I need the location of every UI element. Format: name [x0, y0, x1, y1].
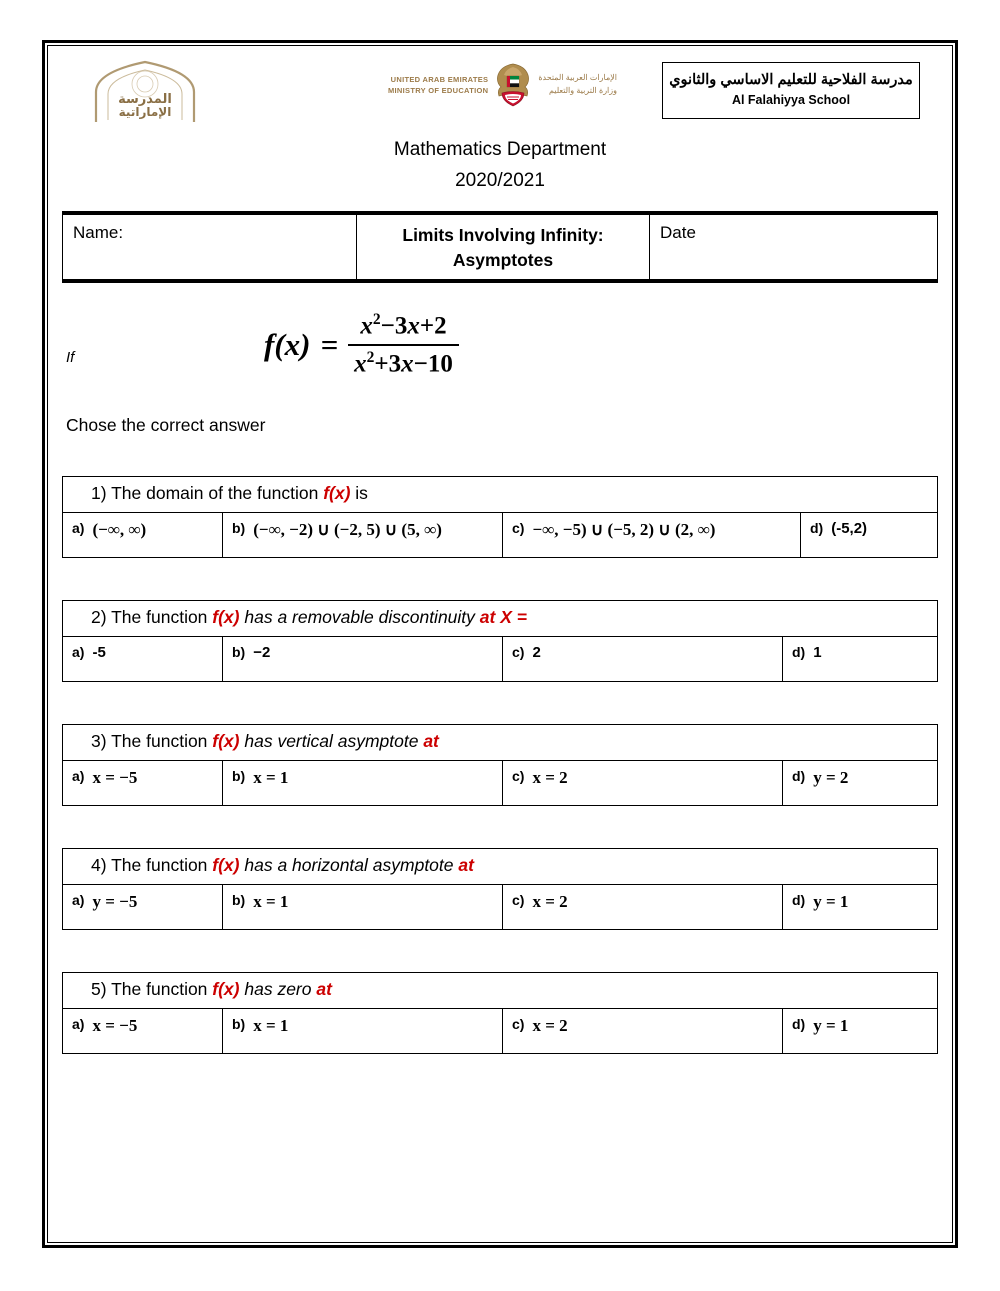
question-5-option-d[interactable]: [783, 1009, 937, 1053]
question-block-2: [62, 600, 938, 682]
option-value: x = 1: [253, 768, 289, 788]
question-3-text-pre: The function: [111, 731, 213, 752]
question-5-number: 5): [91, 978, 107, 999]
question-2-options: [63, 637, 937, 681]
option-label: c): [512, 891, 525, 908]
option-value: y = 1: [813, 891, 849, 911]
option-label: d): [792, 891, 806, 908]
ministry-ar-line2: وزارة التربية والتعليم: [548, 86, 618, 95]
question-3-option-a[interactable]: [63, 761, 223, 805]
fraction-denominator: $x^2+3x-10$: [348, 344, 459, 378]
question-4-option-c[interactable]: [503, 885, 783, 929]
option-value: x = −5: [92, 768, 138, 788]
ministry-of-education-block: [388, 60, 617, 110]
rational-fraction: [348, 311, 459, 378]
worksheet-page-inner-border: [47, 45, 953, 1243]
ministry-arabic-text: [538, 72, 617, 98]
question-2-text-mid: has a removable discontinuity: [239, 607, 480, 628]
option-value: -5: [92, 644, 106, 662]
question-4-text-pre: The function: [111, 855, 213, 876]
option-value: (−∞, ∞): [92, 520, 147, 540]
option-label: a): [72, 1015, 85, 1032]
question-5-option-b[interactable]: [223, 1009, 503, 1053]
question-1-number: 1): [91, 483, 107, 504]
question-4-at: at: [458, 855, 474, 876]
option-value: 2: [532, 644, 541, 662]
question-1-fx: f(x): [323, 483, 351, 504]
function-name-fx: f(x): [264, 326, 311, 362]
instruction-text: Chose the correct answer: [66, 415, 266, 436]
department-title: [48, 134, 952, 197]
question-2-fx: f(x): [212, 607, 240, 628]
option-value: y = 1: [813, 1015, 849, 1035]
date-label: Date: [660, 222, 696, 242]
school-name-box: [662, 62, 920, 119]
question-1-text-post: is: [350, 483, 368, 504]
option-label: d): [792, 768, 806, 785]
worksheet-page: [42, 40, 958, 1248]
question-2-stem: [63, 601, 937, 637]
academic-year: 2020/2021: [455, 170, 545, 192]
question-5-at: at: [316, 978, 332, 999]
option-label: c): [512, 520, 525, 537]
question-block-5: [62, 972, 938, 1054]
question-3-fx: f(x): [212, 731, 240, 752]
question-3-option-d[interactable]: [783, 761, 937, 805]
ministry-ar-line1: الإمارات العربية المتحدة: [538, 73, 618, 83]
question-2-at-x: at X =: [479, 607, 527, 628]
option-value: x = 1: [253, 891, 289, 911]
question-1-options: [63, 513, 937, 557]
option-label: b): [232, 644, 246, 661]
option-label: b): [232, 891, 246, 908]
uae-emblem-icon: [493, 60, 533, 110]
option-label: c): [512, 1015, 525, 1032]
emirati-school-logo: [86, 58, 204, 124]
function-definition-row: [48, 303, 952, 411]
option-value: 1: [813, 644, 822, 662]
question-1-text-pre: The domain of the function: [111, 483, 324, 504]
ministry-english-text: [388, 74, 488, 97]
document-header: [48, 46, 952, 138]
question-3-number: 3): [91, 731, 107, 752]
question-3-option-b[interactable]: [223, 761, 503, 805]
question-block-3: [62, 724, 938, 806]
option-label: b): [232, 1015, 246, 1032]
question-1-option-c[interactable]: [503, 513, 801, 557]
svg-text:المدرسة: المدرسة: [118, 92, 172, 107]
option-value: x = 2: [532, 891, 568, 911]
option-value: −2: [253, 644, 271, 662]
option-label: a): [72, 891, 85, 908]
option-label: a): [72, 768, 85, 785]
spacer: [48, 806, 952, 848]
spacer: [48, 558, 952, 600]
question-4-option-a[interactable]: [63, 885, 223, 929]
question-5-option-a[interactable]: [63, 1009, 223, 1053]
question-2-number: 2): [91, 607, 107, 628]
option-value: y = 2: [813, 768, 849, 788]
question-4-text-mid: has a horizontal asymptote: [239, 855, 459, 876]
function-formula: [264, 311, 459, 378]
question-block-4: [62, 848, 938, 930]
option-value: x = 1: [253, 1015, 289, 1035]
question-3-text-mid: has vertical asymptote: [239, 731, 424, 752]
question-1-stem: [63, 477, 937, 513]
date-field-cell[interactable]: [650, 215, 938, 280]
option-value: x = 2: [532, 768, 568, 788]
fraction-numerator: $x^2-3x+2$: [360, 311, 447, 340]
name-field-cell[interactable]: [62, 215, 357, 280]
question-5-fx: f(x): [212, 978, 240, 999]
ministry-en-line1: UNITED ARAB EMIRATES: [390, 74, 489, 84]
question-3-options: [63, 761, 937, 805]
question-4-option-b[interactable]: [223, 885, 503, 929]
name-label: Name:: [73, 222, 124, 242]
question-block-1: [62, 476, 938, 558]
option-label: d): [792, 644, 806, 661]
question-3-at: at: [423, 731, 439, 752]
option-label: d): [810, 520, 824, 537]
option-label: b): [232, 768, 246, 785]
question-1-option-b[interactable]: [223, 513, 503, 557]
question-4-options: [63, 885, 937, 929]
question-5-text-mid: has zero: [239, 978, 317, 999]
question-4-stem: [63, 849, 937, 885]
worksheet-topic-cell: [357, 215, 650, 280]
topic-line-2: Asymptotes: [452, 250, 554, 271]
question-1-option-a[interactable]: [63, 513, 223, 557]
question-2-option-c[interactable]: [503, 637, 783, 681]
question-5-text-pre: The function: [111, 978, 213, 999]
question-4-number: 4): [91, 855, 107, 876]
option-value: (-5,2): [831, 520, 868, 538]
option-label: a): [72, 644, 85, 661]
option-label: b): [232, 520, 246, 537]
question-1-option-d[interactable]: [801, 513, 937, 557]
school-name-english: Al Falahiyya School: [731, 92, 851, 107]
option-label: d): [792, 1015, 806, 1032]
question-2-option-a[interactable]: [63, 637, 223, 681]
option-label: c): [512, 768, 525, 785]
question-4-option-d[interactable]: [783, 885, 937, 929]
option-value: x = 2: [532, 1015, 568, 1035]
student-info-bar: [62, 211, 938, 284]
option-value: y = −5: [92, 891, 138, 911]
question-3-stem: [63, 725, 937, 761]
svg-text:الإماراتية: الإماراتية: [118, 105, 172, 119]
department-name: Mathematics Department: [393, 139, 607, 160]
question-5-stem: [63, 973, 937, 1009]
option-value: x = −5: [92, 1015, 138, 1035]
spacer: [48, 682, 952, 724]
spacer: [48, 930, 952, 972]
question-2-option-b[interactable]: [223, 637, 503, 681]
question-5-option-c[interactable]: [503, 1009, 783, 1053]
question-2-option-d[interactable]: [783, 637, 937, 681]
question-2-text-pre: The function: [111, 607, 213, 628]
equals-sign: =: [320, 326, 339, 362]
option-value: (−∞, −2) ∪ (−2, 5) ∪ (5, ∞): [253, 520, 442, 540]
question-5-options: [63, 1009, 937, 1053]
question-4-fx: f(x): [212, 855, 240, 876]
option-value: −∞, −5) ∪ (−5, 2) ∪ (2, ∞): [532, 520, 716, 540]
option-label: a): [72, 520, 85, 537]
topic-line-1: Limits Involving Infinity:: [402, 224, 604, 245]
question-3-option-c[interactable]: [503, 761, 783, 805]
if-label: If: [66, 349, 75, 367]
school-name-arabic: مدرسة الفلاحية للتعليم الاساسي والثانوي: [669, 72, 913, 88]
option-label: c): [512, 644, 525, 661]
ministry-en-line2: MINISTRY OF EDUCATION: [388, 86, 489, 95]
